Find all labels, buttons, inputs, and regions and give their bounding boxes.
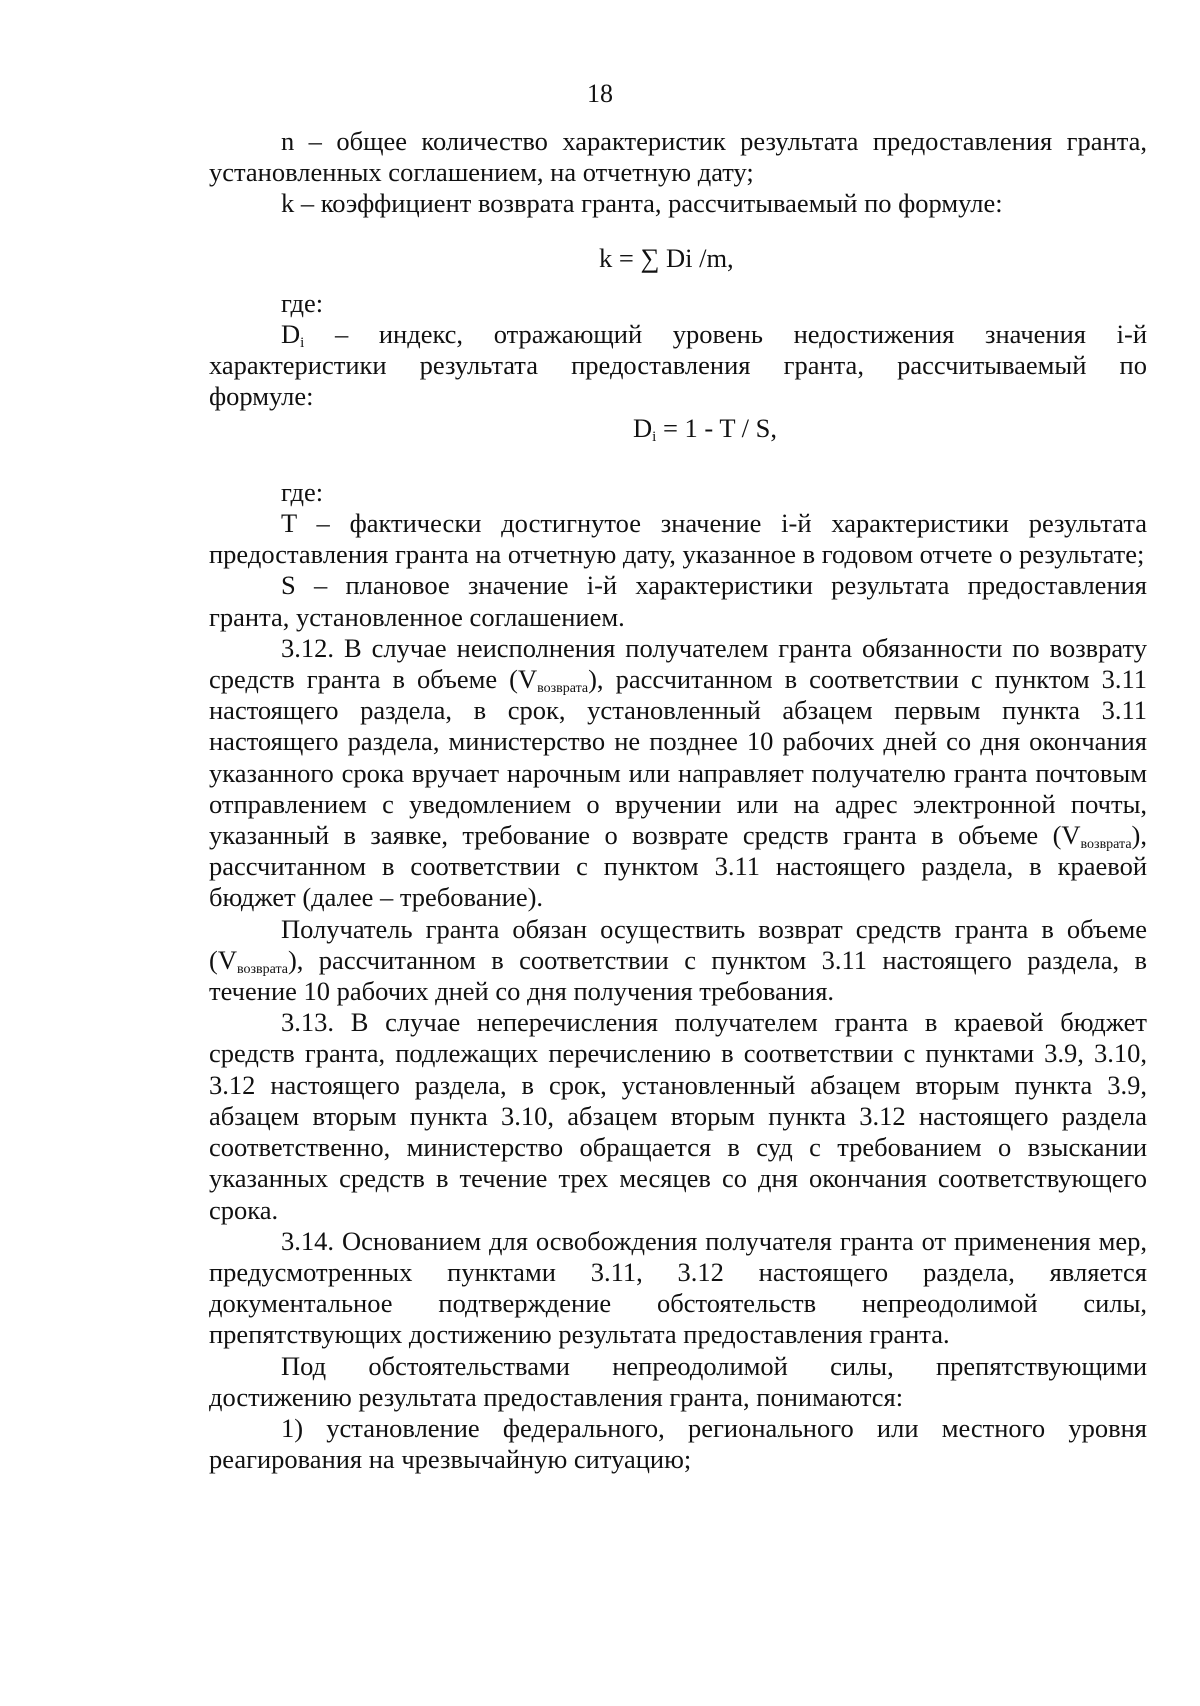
p312-subscript-1: возврата xyxy=(537,681,589,697)
p312-text-b: ), рассчитанном в соответствии с пунктом 3.11 настоящего раздела, в срок, установленный абзацем первым пункта 3.11 настоящего раздела, министерство не позднее 10 рабочих дней со дня окончания указанного срока вручает нарочным или направляет получателю гранта почтовым отправлением с уведомлением о вручении или на адрес электронной почты, указанный в заявке, требование о возврате средств гранта в объеме (V xyxy=(209,664,1147,851)
di-definition xyxy=(209,319,1147,413)
n-definition: n – общее количество характеристик результата предоставления гранта, установленных соглашением, на отчетную дату; xyxy=(209,126,1147,188)
di-formula xyxy=(209,413,1147,444)
k-definition: k – коэффициент возврата гранта, рассчитываемый по формуле: xyxy=(281,188,1003,219)
recipient-text-b: ), рассчитанном в соответствии с пунктом 3.11 настоящего раздела, в течение 10 рабочих дней со дня получения требования. xyxy=(209,944,1147,1007)
recipient-text-a: Получатель гранта обязан осуществить возврат средств гранта в объеме (V xyxy=(209,913,1147,975)
list-item-1: 1) установление федерального, регионального или местного уровня реагирования на чрезвычайную ситуацию; xyxy=(209,1412,1147,1475)
k-formula: k = ∑ Di /m, xyxy=(599,242,734,273)
di-subscript: i xyxy=(300,335,305,352)
t-definition: T – фактически достигнутое значение i-й характеристики результата предоставления гранта на отчетную дату, указанное в годовом отчете о результате; xyxy=(209,508,1147,570)
di-symbol: D xyxy=(281,319,301,350)
force-majeure-definition: Под обстоятельствами непреодолимой силы, препятствующими достижению результата предоставления гранта, понимаются: xyxy=(209,1350,1147,1412)
paragraph-3-13: 3.13. В случае неперечисления получателем гранта в краевой бюджет средств гранта, подлежащих перечислению в соответствии с пунктами 3.9, 3.10, 3.12 настоящего раздела, в срок, установленный абзацем вторым пункта 3.9, абзацем вторым пункта 3.10, абзацем вторым пункта 3.12 настоящего раздела соответственно, министерство обращается в суд с требованием о взыскании указанных средств в течение трех месяцев со дня окончания соответствующего срока. xyxy=(209,1007,1147,1225)
p312-text-a: 3.12. В случае неисполнения получателем гранта обязанности по возврату средств гранта в объеме (V xyxy=(209,632,1147,695)
di-definition-text: – индекс, отражающий уровень недостижения значения i-й характеристики результата предоставления гранта, рассчитываемый по формуле: xyxy=(209,319,1147,412)
recipient-obligation xyxy=(209,914,1147,1008)
document-body xyxy=(209,126,1147,1475)
s-definition: S – плановое значение i-й характеристики результата предоставления гранта, установленное соглашением. xyxy=(209,570,1147,632)
page-number: 18 xyxy=(587,79,613,108)
p312-text-c: ), рассчитанном в соответствии с пунктом 3.11 настоящего раздела, в краевой бюджет (далее – требование). xyxy=(209,820,1147,913)
paragraph-3-12 xyxy=(209,633,1147,914)
where-label-2: где: xyxy=(281,476,324,507)
paragraph-3-14: 3.14. Основанием для освобождения получателя гранта от применения мер, предусмотренных пунктами 3.11, 3.12 настоящего раздела, является документальное подтверждение обстоятельств непреодолимой силы, препятствующих достижению результата предоставления гранта. xyxy=(209,1225,1147,1350)
di-formula-rest: = 1 - T / S, xyxy=(656,412,778,443)
di-formula-subscript: i xyxy=(652,428,657,445)
recipient-subscript: возврата xyxy=(236,961,288,977)
di-formula-symbol: D xyxy=(633,412,653,443)
p312-subscript-2: возврата xyxy=(1080,837,1132,853)
where-label-1: где: xyxy=(281,287,324,318)
